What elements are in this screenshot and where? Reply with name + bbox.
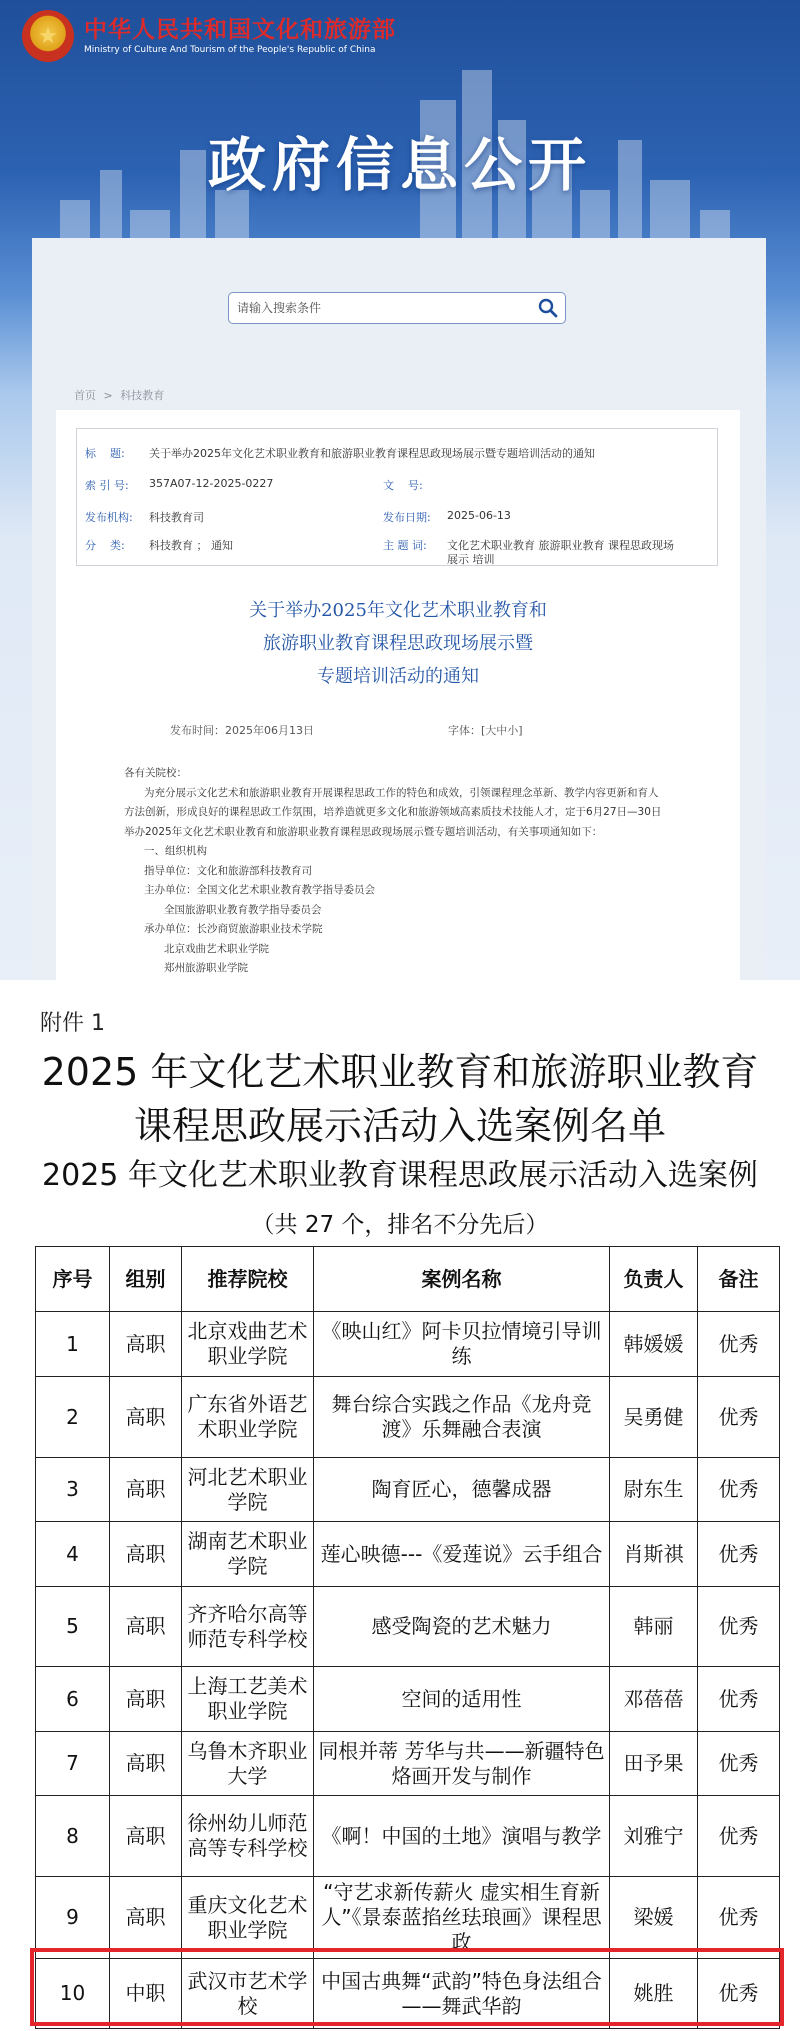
cell-group: 高职 <box>110 1587 182 1667</box>
cell-lead: 邓蓓蓓 <box>610 1667 698 1732</box>
cell-lead: 吴勇健 <box>610 1377 698 1458</box>
cell-note: 优秀 <box>698 1377 780 1458</box>
table-row <box>36 1522 780 1587</box>
cell-no: 1 <box>36 1312 110 1377</box>
body-line: 一、组织机构 <box>144 845 207 857</box>
column-header: 序号 <box>36 1247 110 1312</box>
body-line: 各有关院校： <box>124 767 187 779</box>
search-icon <box>538 298 558 318</box>
cell-lead: 姚胜 <box>610 1959 698 2029</box>
document-title-line: 专题培训活动的通知 <box>317 666 479 687</box>
column-header: 负责人 <box>610 1247 698 1312</box>
cell-no: 9 <box>36 1877 110 1959</box>
cell-group: 高职 <box>110 1458 182 1522</box>
table-header-row <box>36 1247 780 1312</box>
table-row <box>36 1796 780 1877</box>
body-line: 主办单位：全国文化艺术职业教育教学指导委员会 <box>144 884 375 896</box>
cell-no: 8 <box>36 1796 110 1877</box>
meta-date-value: 2025-06-13 <box>447 509 511 522</box>
meta-title-label: 标 题: <box>85 447 125 460</box>
table-row <box>36 1377 780 1458</box>
table-row <box>36 1587 780 1667</box>
body-line: 北京戏曲艺术职业学院 <box>164 942 269 955</box>
meta-docno-label: 文 号: <box>383 479 423 492</box>
cell-school: 重庆文化艺术职业学院 <box>182 1877 314 1959</box>
cell-note: 优秀 <box>698 1877 780 1959</box>
cell-lead: 梁媛 <box>610 1877 698 1959</box>
table-row <box>36 1458 780 1522</box>
body-line: 为充分展示文化艺术和旅游职业教育开展课程思政工作的特色和成效，引领课程理念革新、教学内容更新和育人 <box>144 786 659 799</box>
cell-no: 4 <box>36 1522 110 1587</box>
cell-note: 优秀 <box>698 1458 780 1522</box>
meta-date-label: 发布日期: <box>383 511 431 524</box>
national-emblem-icon: ★ <box>22 10 74 62</box>
cell-no: 2 <box>36 1377 110 1458</box>
meta-topic-label: 主 题 词: <box>383 539 427 552</box>
cell-lead: 肖斯祺 <box>610 1522 698 1587</box>
column-header: 案例名称 <box>314 1247 610 1312</box>
cell-group: 高职 <box>110 1522 182 1587</box>
cell-group: 高职 <box>110 1732 182 1796</box>
attachment-count-note: （共 27 个，排名不分先后） <box>251 1212 549 1238</box>
cell-group: 高职 <box>110 1312 182 1377</box>
cell-school: 河北艺术职业学院 <box>182 1458 314 1522</box>
cell-school: 武汉市艺术学校 <box>182 1959 314 2029</box>
cell-case: 感受陶瓷的艺术魅力 <box>314 1587 610 1667</box>
column-header: 组别 <box>110 1247 182 1312</box>
meta-topic-value-1: 文化艺术职业教育 旅游职业教育 课程思政现场 <box>447 539 674 552</box>
cell-note: 优秀 <box>698 1522 780 1587</box>
meta-category-label: 分 类: <box>85 539 125 552</box>
cell-note: 优秀 <box>698 1959 780 2029</box>
cell-school: 湖南艺术职业学院 <box>182 1522 314 1587</box>
cell-no: 3 <box>36 1458 110 1522</box>
body-line: 郑州旅游职业学院 <box>164 962 248 974</box>
breadcrumb-separator: > <box>103 389 113 402</box>
cell-lead: 尉东生 <box>610 1458 698 1522</box>
cell-note: 优秀 <box>698 1667 780 1732</box>
breadcrumb <box>74 387 168 403</box>
cell-case: 莲心映德---《爱莲说》云手组合 <box>314 1522 610 1587</box>
brand-name-cn: 中华人民共和国文化和旅游部 <box>84 17 396 43</box>
body-line: 举办2025年文化艺术职业教育和旅游职业教育课程思政现场展示暨专题培训活动，有关事项通知如下： <box>124 825 603 838</box>
meta-index-value: 357A07-12-2025-0227 <box>149 477 274 490</box>
cell-note: 优秀 <box>698 1796 780 1877</box>
document-title-line: 关于举办2025年文化艺术职业教育和 <box>249 600 547 621</box>
breadcrumb-current[interactable]: 科技教育 <box>120 389 165 402</box>
cell-lead: 刘雅宁 <box>610 1796 698 1877</box>
cell-case: 舞台综合实践之作品《龙舟竞渡》乐舞融合表演 <box>314 1377 610 1458</box>
breadcrumb-home[interactable]: 首页 <box>74 389 96 402</box>
table-row <box>36 1732 780 1796</box>
search-button[interactable] <box>535 296 561 320</box>
search-box <box>228 292 566 324</box>
cell-lead: 田予果 <box>610 1732 698 1796</box>
table-row <box>36 1667 780 1732</box>
cell-no: 7 <box>36 1732 110 1796</box>
attachment-title-line-1: 2025 年文化艺术职业教育和旅游职业教育 <box>41 1050 759 1094</box>
column-header: 备注 <box>698 1247 780 1312</box>
search-input[interactable] <box>229 293 527 323</box>
meta-index-label: 索 引 号: <box>85 479 129 492</box>
cell-no: 5 <box>36 1587 110 1667</box>
cell-school: 齐齐哈尔高等师范专科学校 <box>182 1587 314 1667</box>
cell-case: 空间的适用性 <box>314 1667 610 1732</box>
cell-school: 上海工艺美术职业学院 <box>182 1667 314 1732</box>
cell-no: 10 <box>36 1959 110 2029</box>
site-logo[interactable] <box>22 8 396 64</box>
cell-school: 乌鲁木齐职业大学 <box>182 1732 314 1796</box>
cell-case: 中国古典舞“武韵”特色身法组合——舞武华韵 <box>314 1959 610 2029</box>
document-card <box>56 410 740 980</box>
cell-case: 《映山红》阿卡贝拉情境引导训练 <box>314 1312 610 1377</box>
cell-note: 优秀 <box>698 1587 780 1667</box>
meta-org-label: 发布机构: <box>85 511 133 524</box>
document-body <box>124 764 684 979</box>
cell-group: 高职 <box>110 1877 182 1959</box>
cell-lead: 韩丽 <box>610 1587 698 1667</box>
table-row <box>36 1877 780 1959</box>
cell-case: 同根并蒂 芳华与共——新疆特色烙画开发与制作 <box>314 1732 610 1796</box>
cell-no: 6 <box>36 1667 110 1732</box>
document-title <box>56 594 740 693</box>
body-line: 指导单位：文化和旅游部科技教育司 <box>144 864 312 877</box>
brand-name-en: Ministry of Culture And Tourism of the People's Republic of China <box>84 45 376 55</box>
body-line: 方法创新，形成良好的课程思政工作氛围，培养造就更多文化和旅游领域高素质技术技能人才，定于6月27日—30日 <box>124 806 662 818</box>
meta-category-value: 科技教育 ； 通知 <box>149 539 233 552</box>
cell-school: 广东省外语艺术职业学院 <box>182 1377 314 1458</box>
attachment-title-line-2: 课程思政展示活动入选案例名单 <box>133 1104 666 1148</box>
body-line: 承办单位：长沙商贸旅游职业技术学院 <box>144 923 323 935</box>
cell-case: 陶育匠心，德馨成器 <box>314 1458 610 1522</box>
table-row <box>36 1312 780 1377</box>
attachment-label: 附件 1 <box>40 1011 105 1036</box>
cell-case: “守艺求新传薪火 虚实相生育新人”《景泰蓝掐丝珐琅画》课程思政 <box>314 1877 610 1959</box>
document-metadata <box>76 428 718 566</box>
cell-note: 优秀 <box>698 1312 780 1377</box>
column-header: 推荐院校 <box>182 1247 314 1312</box>
meta-title-value: 关于举办2025年文化艺术职业教育和旅游职业教育课程思政现场展示暨专题培训活动的通知 <box>149 447 595 460</box>
cell-case: 《啊！中国的土地》演唱与教学 <box>314 1796 610 1877</box>
cell-group: 高职 <box>110 1796 182 1877</box>
cell-school: 北京戏曲艺术职业学院 <box>182 1312 314 1377</box>
cell-school: 徐州幼儿师范高等专科学校 <box>182 1796 314 1877</box>
cell-note: 优秀 <box>698 1732 780 1796</box>
cell-group: 高职 <box>110 1377 182 1458</box>
font-size-switcher[interactable]: 字体：[大中小] <box>448 724 523 737</box>
attachment-subtitle: 2025 年文化艺术职业教育课程思政展示活动入选案例 <box>42 1158 758 1193</box>
cell-lead: 韩媛媛 <box>610 1312 698 1377</box>
meta-topic-value-2: 展示 培训 <box>447 553 495 566</box>
publish-time: 发布时间：2025年06月13日 <box>170 724 314 737</box>
banner-title: 政府信息公开 <box>207 131 592 199</box>
document-title-line: 旅游职业教育课程思政现场展示暨 <box>263 633 533 654</box>
case-list-table <box>35 1246 780 2029</box>
cell-group: 高职 <box>110 1667 182 1732</box>
cell-group: 中职 <box>110 1959 182 2029</box>
table-row <box>36 1959 780 2029</box>
meta-org-value: 科技教育司 <box>149 511 204 524</box>
body-line: 全国旅游职业教育教学指导委员会 <box>164 903 322 916</box>
